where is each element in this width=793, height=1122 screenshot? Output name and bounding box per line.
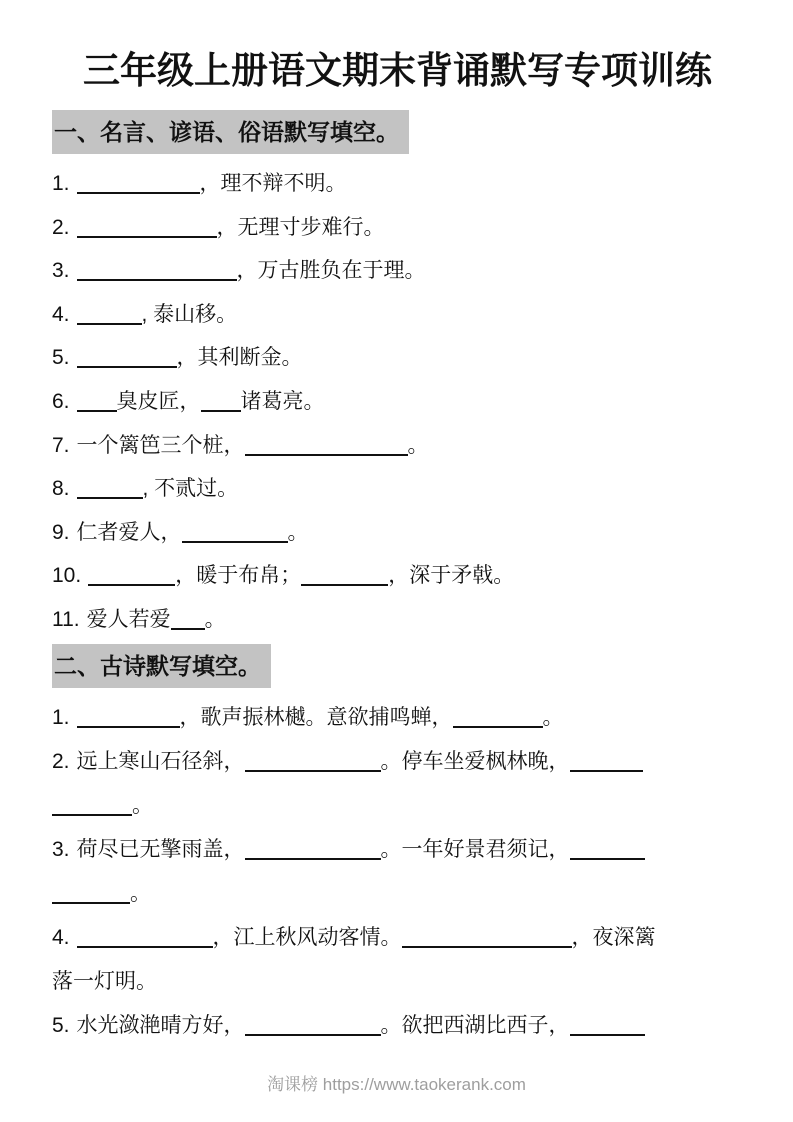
item-text: , 不贰过。 xyxy=(142,477,239,501)
item-number: 1. xyxy=(52,172,70,195)
item-text: 臭皮匠， xyxy=(116,389,201,413)
section-items xyxy=(52,696,743,1048)
item-text: ，歌声振林樾。意欲捕鸣蝉， xyxy=(179,705,453,729)
item-number: 8. xyxy=(52,477,70,501)
worksheet-item xyxy=(52,1004,743,1048)
item-text: , 泰山移。 xyxy=(141,302,238,326)
worksheet-item xyxy=(52,828,743,916)
blank-line xyxy=(301,582,388,586)
blank-line xyxy=(245,452,408,456)
page-title: 三年级上册语文期末背诵默写专项训练 xyxy=(83,50,712,91)
item-text: 。欲把西湖比西子， xyxy=(380,1013,570,1037)
blank-line xyxy=(453,724,543,728)
item-number: 5. xyxy=(52,346,70,370)
worksheet-item xyxy=(52,380,743,424)
item-text: 爱人若爱 xyxy=(86,607,171,631)
item-number: 6. xyxy=(52,389,70,413)
blank-line xyxy=(77,277,237,281)
blank-line xyxy=(77,190,200,194)
worksheet-item xyxy=(52,740,743,828)
worksheet-item xyxy=(52,554,743,598)
item-number: 4. xyxy=(52,925,70,949)
blank-line xyxy=(245,856,381,860)
item-text: 。停车坐爱枫林晚， xyxy=(380,749,570,773)
item-number: 7. xyxy=(52,433,70,457)
blank-line xyxy=(570,768,643,772)
item-number: 3. xyxy=(52,837,70,861)
blank-line xyxy=(52,900,130,904)
worksheet-item xyxy=(52,467,743,511)
item-text: ，其利断金。 xyxy=(176,346,303,370)
blank-line xyxy=(77,234,217,238)
item-text: 一个篱笆三个桩， xyxy=(76,433,245,457)
section-heading: 二、古诗默写填空。 xyxy=(52,644,271,688)
item-text: 远上寒山石径斜， xyxy=(76,749,245,773)
blank-line xyxy=(201,408,241,412)
blank-line xyxy=(182,539,288,543)
worksheet-item xyxy=(52,598,743,642)
item-number: 11. xyxy=(52,607,80,631)
item-text: 。一年好景君须记， xyxy=(380,837,570,861)
item-text: 仁者爱人， xyxy=(76,520,182,544)
item-text: 。 xyxy=(130,881,151,905)
item-text: 荷尽已无擎雨盖， xyxy=(76,837,245,861)
item-text: 。 xyxy=(132,793,153,817)
item-number: 3. xyxy=(52,259,70,283)
section-items xyxy=(52,162,743,642)
item-text: 落一灯明。 xyxy=(52,969,157,993)
item-text: ，深于矛戟。 xyxy=(388,564,515,588)
blank-line xyxy=(77,944,213,948)
item-text: ，暖于布帛； xyxy=(175,564,302,588)
item-text: 诸葛亮。 xyxy=(240,389,325,413)
item-text: ，理不辩不明。 xyxy=(199,172,347,195)
worksheet-item xyxy=(52,511,743,555)
sections xyxy=(52,94,743,1048)
blank-line xyxy=(570,856,645,860)
item-number: 10. xyxy=(52,564,82,588)
item-number: 2. xyxy=(52,749,70,773)
blank-line xyxy=(77,321,142,325)
worksheet-item xyxy=(52,424,743,468)
blank-line xyxy=(77,408,117,412)
worksheet-item xyxy=(52,206,743,250)
item-text: 。 xyxy=(287,520,309,544)
blank-line xyxy=(52,812,132,816)
blank-line xyxy=(245,768,381,772)
item-number: 4. xyxy=(52,302,70,326)
blank-line xyxy=(88,582,175,586)
footer-watermark: 淘课榜 https://www.taokerank.com xyxy=(267,1075,526,1094)
item-text: ，无理寸步难行。 xyxy=(216,215,385,239)
worksheet-item xyxy=(52,696,743,740)
item-number: 5. xyxy=(52,1013,70,1037)
blank-line xyxy=(402,944,572,948)
blank-line xyxy=(77,364,177,368)
blank-line xyxy=(77,724,180,728)
item-text: ，夜深篱 xyxy=(571,925,656,949)
worksheet-item xyxy=(52,336,743,380)
blank-line xyxy=(77,495,143,499)
item-text: 。 xyxy=(204,607,226,631)
blank-line xyxy=(245,1032,381,1036)
item-text: 水光潋滟晴方好， xyxy=(76,1013,245,1037)
worksheet-item xyxy=(52,293,743,337)
item-number: 2. xyxy=(52,215,70,239)
section-heading: 一、名言、谚语、俗语默写填空。 xyxy=(52,110,409,154)
worksheet-item xyxy=(52,249,743,293)
item-text: 。 xyxy=(407,433,429,457)
blank-line xyxy=(570,1032,645,1036)
item-text: ，万古胜负在于理。 xyxy=(236,259,426,283)
item-number: 9. xyxy=(52,520,70,544)
worksheet-item xyxy=(52,916,743,1004)
blank-line xyxy=(171,626,205,630)
item-text: ，江上秋风动客情。 xyxy=(212,925,402,949)
item-text: 。 xyxy=(542,705,564,729)
worksheet-item xyxy=(52,162,743,206)
item-number: 1. xyxy=(52,705,70,729)
